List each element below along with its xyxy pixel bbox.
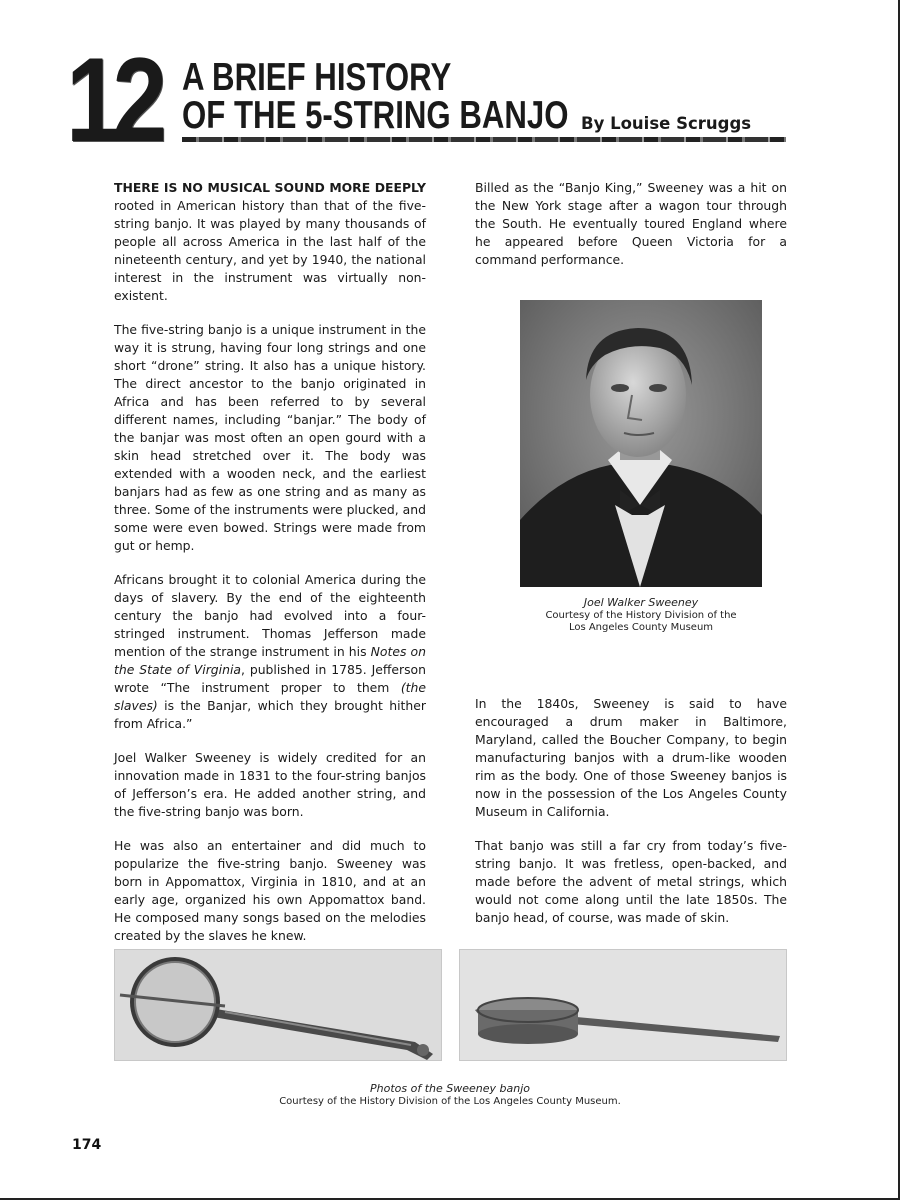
paragraph-7: In the 1840s, Sweeney is said to have encouraged a drum maker in Baltimore, Maryland, called the Boucher Company, to begin manufacturing banjos with a drum-like wooden rim as the body. One of those Sweeney banjos is now in the possession of the Los Angeles County Museum in California. [475,696,787,819]
page-number: 174 [72,1137,102,1153]
photos-caption [114,1082,786,1108]
paragraph-3-text-c: is the Banjar, which they brought hither from Africa.” [114,698,426,731]
book-title: Notes on the State of Virginia [114,644,426,677]
banjo-photo-side [459,949,787,1061]
portrait-caption [520,596,762,634]
right-column-top [475,179,787,285]
paragraph-1 [114,179,426,305]
banjo-side-illustration [460,950,786,1060]
paragraph-6: Billed as the “Banjo King,” Sweeney was a hit on the New York stage after a wagon tour through the South. He eventually toured England where he appeared before Queen Victoria for a command performance. [475,180,787,267]
title-rule [182,137,786,142]
portrait-illustration [520,300,762,587]
photos-caption-credit: Courtesy of the History Division of the Los Angeles County Museum. [279,1096,621,1107]
left-column [114,179,426,961]
paragraph-3-text-a: Africans brought it to colonial America during the days of slavery. By the end of the eighteenth century the banjo had evolved into a four-stringed instrument. Thomas Jefferson made mention of the strange instrument in his [114,572,426,659]
author-byline: By Louise Scruggs [581,114,752,133]
paragraph-5: He was also an entertainer and did much to popularize the five-string banjo. Sweeney was born in Appomattox, Virginia in 1810, and at an early age, organized his own Appomattox band. He composed many songs based on the melodies created by the slaves he knew. [114,838,426,943]
quote-aside: (the slaves) [114,680,426,713]
portrait-caption-name: Joel Walker Sweeney [583,596,699,609]
portrait-caption-credit-1: Courtesy of the History Division of the [545,610,737,621]
paragraph-1-text: rooted in American history than that of the five-string banjo. It was played by many thousands of people all across America in the last half of the nineteenth century, and yet by 1940, the national interest in the instrument was virtually non-existent. [114,198,426,303]
paragraph-4: Joel Walker Sweeney is widely credited for an innovation made in 1831 to the four-string banjos of Jefferson’s era. He added another string, and the five-string banjo was born. [114,750,426,819]
lead-in-text: THERE IS NO MUSICAL SOUND MORE DEEPLY [114,180,426,195]
paragraph-3 [114,571,426,733]
portrait-caption-credit-2: Los Angeles County Museum [568,622,714,633]
portrait-photo [520,300,762,587]
photos-caption-title: Photos of the Sweeney banjo [370,1082,530,1095]
right-column-bottom [475,695,787,943]
paragraph-2: The five-string banjo is a unique instrument in the way it is strung, having four long strings and one short “drone” string. It also has a unique history. The direct ancestor to the banjo originated in Africa and has been referred to by several different names, including “banjar.” The body of the banjar was most often an open gourd with a skin head stretched over it. The body was extended with a wooden neck, and the earliest banjars had as few as one string and as many as three. Some of the instruments were plucked, and some were even bowed. Strings were made from gut or hemp. [114,322,426,553]
paragraph-8: That banjo was still a far cry from today’s five-string banjo. It was fretless, open-backed, and made before the advent of metal strings, which would not come along until the late 1850s. The banjo head, of course, was made of skin. [475,838,787,925]
chapter-title-line-2: OF THE 5-STRING BANJO [182,94,569,137]
chapter-title-line-1: A BRIEF HISTORY [182,56,452,99]
banjo-photo-front [114,949,442,1061]
paragraph-3-text-b: , published in 1785. Jefferson wrote “The instrument proper to them [114,662,426,695]
chapter-number: 12 [66,33,160,167]
banjo-front-illustration [115,950,441,1060]
